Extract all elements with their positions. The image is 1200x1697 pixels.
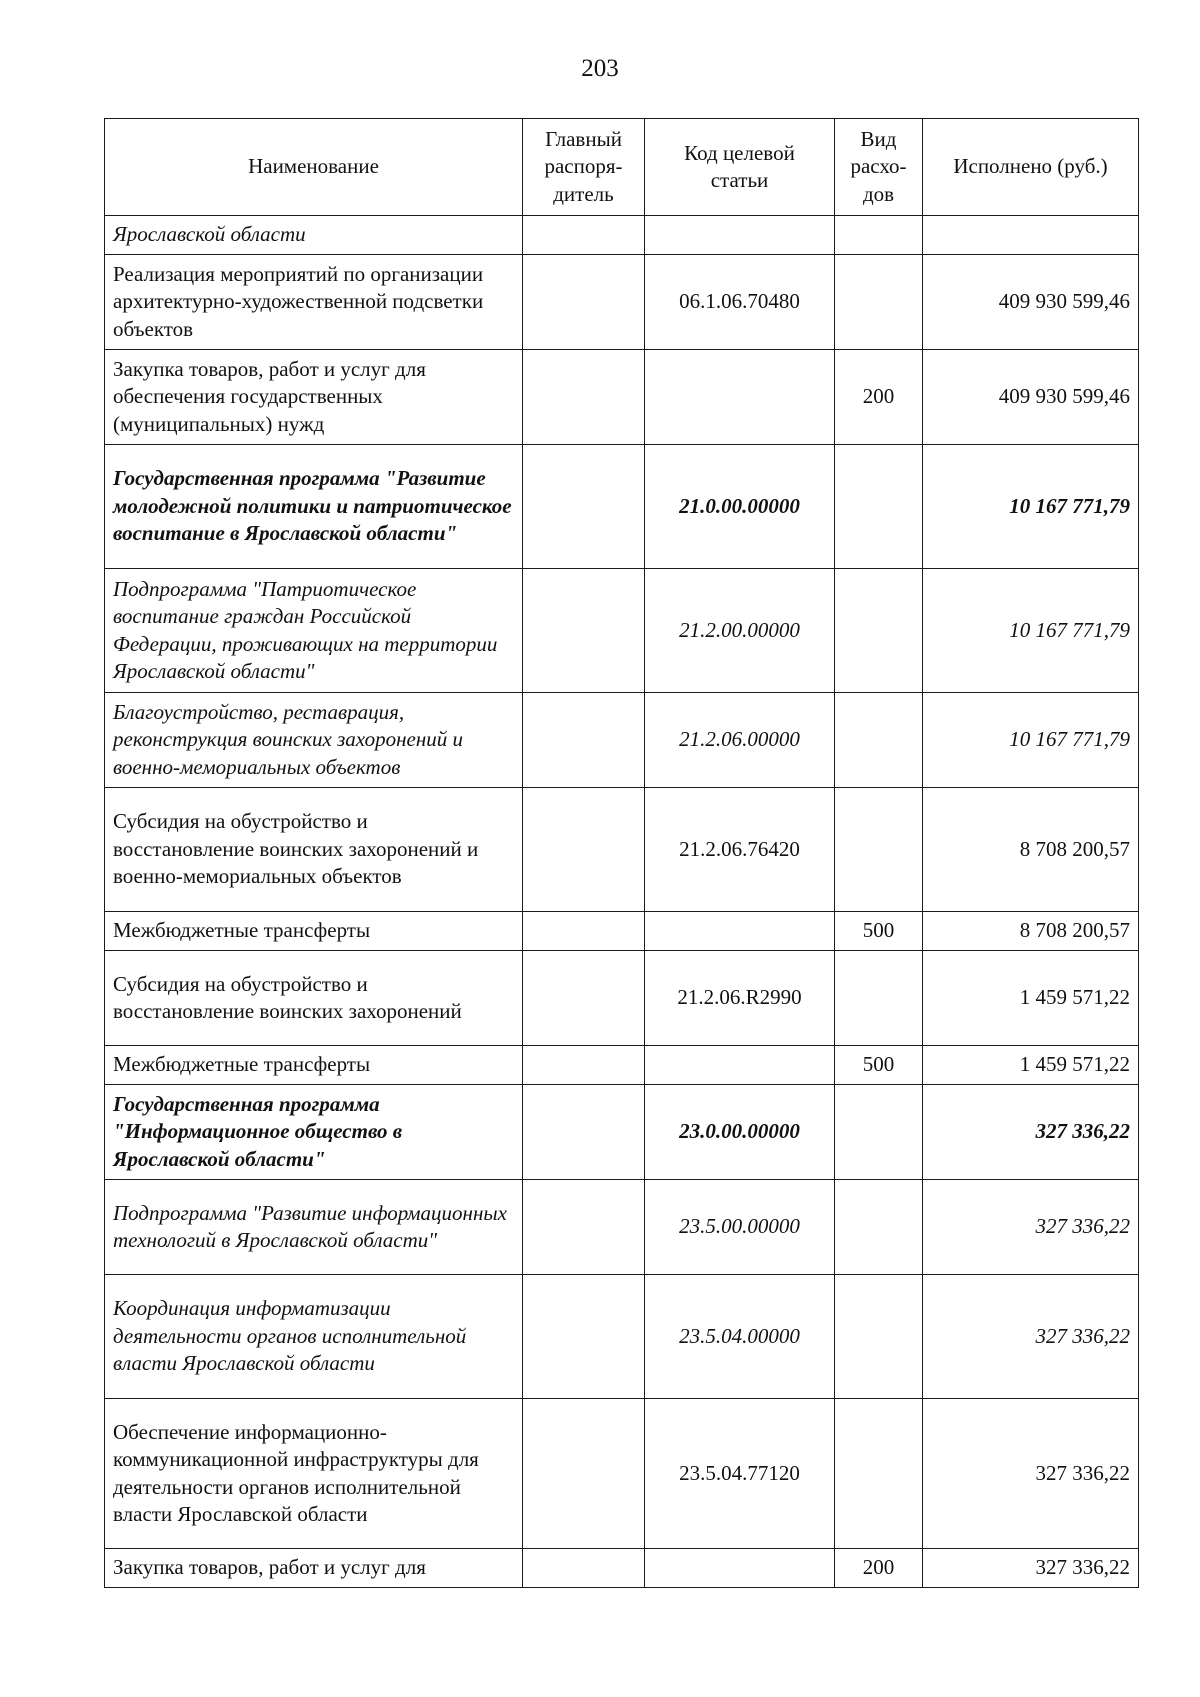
cell-chief-administrator — [523, 216, 645, 255]
cell-chief-administrator — [523, 951, 645, 1046]
page-number: 203 — [581, 55, 619, 82]
table-row — [105, 1046, 1139, 1085]
cell-expense-type — [835, 693, 923, 788]
cell-executed-amount: 409 930 599,46 — [923, 350, 1139, 445]
cell-executed-amount: 8 708 200,57 — [923, 912, 1139, 951]
cell-target-code — [645, 216, 835, 255]
cell-executed-amount: 409 930 599,46 — [923, 255, 1139, 350]
cell-expense-type: 500 — [835, 912, 923, 951]
cell-chief-administrator — [523, 1046, 645, 1085]
cell-expense-type: 200 — [835, 1549, 923, 1588]
cell-target-code: 21.2.00.00000 — [645, 569, 835, 693]
table-row — [105, 350, 1139, 445]
cell-expense-type — [835, 1180, 923, 1275]
cell-name: Координация информатизации деятельности органов исполнительной власти Ярославской области — [105, 1275, 523, 1399]
cell-target-code: 23.5.04.77120 — [645, 1399, 835, 1549]
table-row — [105, 569, 1139, 693]
cell-name: Закупка товаров, работ и услуг для обеспечения государственных (муниципальных) нужд — [105, 350, 523, 445]
header-chief-administrator: Главный распоря-дитель — [523, 119, 645, 216]
cell-expense-type: 200 — [835, 350, 923, 445]
cell-name: Субсидия на обустройство и восстановление воинских захоронений и военно-мемориальных объектов — [105, 788, 523, 912]
cell-name: Ярославской области — [105, 216, 523, 255]
cell-chief-administrator — [523, 693, 645, 788]
table-row — [105, 693, 1139, 788]
cell-name: Межбюджетные трансферты — [105, 912, 523, 951]
header-target-code: Код целевой статьи — [645, 119, 835, 216]
cell-expense-type — [835, 569, 923, 693]
table-row — [105, 1399, 1139, 1549]
cell-chief-administrator — [523, 912, 645, 951]
cell-expense-type — [835, 1399, 923, 1549]
cell-expense-type — [835, 216, 923, 255]
table-row — [105, 1180, 1139, 1275]
cell-name: Реализация мероприятий по организации архитектурно-художественной подсветки объектов — [105, 255, 523, 350]
cell-name: Подпрограмма "Патриотическое воспитание граждан Российской Федерации, проживающих на территории Ярославской области" — [105, 569, 523, 693]
table-row — [105, 1275, 1139, 1399]
cell-chief-administrator — [523, 445, 645, 569]
cell-chief-administrator — [523, 1549, 645, 1588]
cell-chief-administrator — [523, 350, 645, 445]
cell-target-code: 21.2.06.00000 — [645, 693, 835, 788]
cell-name: Субсидия на обустройство и восстановление воинских захоронений — [105, 951, 523, 1046]
cell-chief-administrator — [523, 1180, 645, 1275]
cell-expense-type — [835, 788, 923, 912]
cell-chief-administrator — [523, 255, 645, 350]
cell-name: Государственная программа "Развитие молодежной политики и патриотическое воспитание в Ярославской области" — [105, 445, 523, 569]
cell-executed-amount: 8 708 200,57 — [923, 788, 1139, 912]
cell-name: Обеспечение информационно-коммуникационной инфраструктуры для деятельности органов исполнительной власти Ярославской области — [105, 1399, 523, 1549]
cell-name: Межбюджетные трансферты — [105, 1046, 523, 1085]
cell-name: Закупка товаров, работ и услуг для — [105, 1549, 523, 1588]
cell-name: Благоустройство, реставрация, реконструкция воинских захоронений и военно-мемориальных объектов — [105, 693, 523, 788]
cell-chief-administrator — [523, 1399, 645, 1549]
cell-name: Государственная программа "Информационное общество в Ярославской области" — [105, 1085, 523, 1180]
cell-executed-amount: 327 336,22 — [923, 1085, 1139, 1180]
cell-target-code — [645, 1549, 835, 1588]
header-name: Наименование — [105, 119, 523, 216]
cell-target-code — [645, 912, 835, 951]
table-body — [105, 216, 1139, 1588]
cell-target-code: 21.0.00.00000 — [645, 445, 835, 569]
budget-execution-table — [104, 118, 1139, 1588]
cell-target-code: 21.2.06.R2990 — [645, 951, 835, 1046]
cell-executed-amount: 10 167 771,79 — [923, 445, 1139, 569]
cell-executed-amount — [923, 216, 1139, 255]
table-row — [105, 951, 1139, 1046]
cell-executed-amount: 10 167 771,79 — [923, 693, 1139, 788]
cell-executed-amount: 1 459 571,22 — [923, 951, 1139, 1046]
cell-target-code: 06.1.06.70480 — [645, 255, 835, 350]
table-header-row — [105, 119, 1139, 216]
cell-executed-amount: 327 336,22 — [923, 1549, 1139, 1588]
cell-chief-administrator — [523, 1085, 645, 1180]
table-row — [105, 788, 1139, 912]
cell-target-code: 23.5.04.00000 — [645, 1275, 835, 1399]
cell-expense-type — [835, 1085, 923, 1180]
cell-name: Подпрограмма "Развитие информационных технологий в Ярославской области" — [105, 1180, 523, 1275]
cell-chief-administrator — [523, 1275, 645, 1399]
cell-target-code — [645, 350, 835, 445]
header-expense-type: Вид расхо-дов — [835, 119, 923, 216]
table-row — [105, 1549, 1139, 1588]
cell-executed-amount: 327 336,22 — [923, 1399, 1139, 1549]
table-row — [105, 216, 1139, 255]
table-row — [105, 1085, 1139, 1180]
cell-target-code: 21.2.06.76420 — [645, 788, 835, 912]
cell-expense-type: 500 — [835, 1046, 923, 1085]
cell-executed-amount: 10 167 771,79 — [923, 569, 1139, 693]
cell-expense-type — [835, 255, 923, 350]
table-row — [105, 255, 1139, 350]
cell-executed-amount: 327 336,22 — [923, 1275, 1139, 1399]
cell-expense-type — [835, 445, 923, 569]
cell-target-code — [645, 1046, 835, 1085]
cell-target-code: 23.0.00.00000 — [645, 1085, 835, 1180]
cell-expense-type — [835, 951, 923, 1046]
cell-executed-amount: 1 459 571,22 — [923, 1046, 1139, 1085]
cell-chief-administrator — [523, 788, 645, 912]
cell-expense-type — [835, 1275, 923, 1399]
table-row — [105, 445, 1139, 569]
cell-executed-amount: 327 336,22 — [923, 1180, 1139, 1275]
cell-target-code: 23.5.00.00000 — [645, 1180, 835, 1275]
cell-chief-administrator — [523, 569, 645, 693]
table-row — [105, 912, 1139, 951]
header-executed-amount: Исполнено (руб.) — [923, 119, 1139, 216]
